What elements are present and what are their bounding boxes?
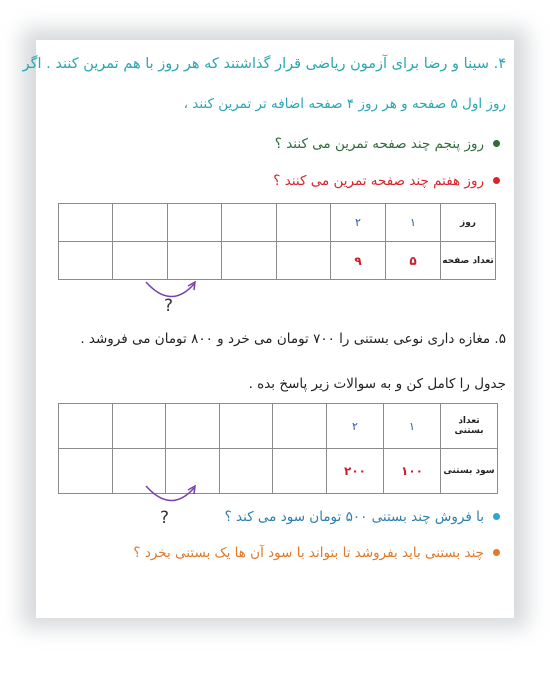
bullet-dot-icon (493, 177, 500, 184)
profit-cell-1: ۱۰۰ (384, 449, 441, 494)
question-5-line-2: جدول را کامل کن و به سوالات زیر پاسخ بده . (248, 376, 506, 392)
table-row (59, 204, 496, 242)
table-header-ice-cream-count (441, 404, 498, 449)
empty-cell[interactable] (219, 449, 273, 494)
question-mark-1: ? (164, 296, 174, 316)
question-5-line-1: ۵. مغازه داری نوعی بستنی را ۷۰۰ تومان می خرد و ۸۰۰ تومان می فروشد . (80, 331, 506, 347)
bullet-dot-icon (493, 140, 500, 147)
empty-cell[interactable] (219, 404, 273, 449)
bullet-dot-icon (493, 549, 500, 556)
empty-cell[interactable] (276, 242, 330, 280)
empty-cell[interactable] (113, 204, 167, 242)
empty-cell[interactable] (167, 242, 221, 280)
question-4-bullet-2 (44, 173, 500, 189)
empty-cell[interactable] (222, 204, 276, 242)
empty-cell[interactable] (59, 242, 113, 280)
count-cell-2: ۲ (327, 404, 384, 449)
empty-cell[interactable] (59, 404, 113, 449)
question-5-bullet-2 (44, 545, 500, 561)
empty-cell[interactable] (222, 242, 276, 280)
question-5-bullet-1 (44, 509, 500, 525)
day-cell-2: ۲ (331, 204, 386, 242)
empty-cell[interactable] (276, 204, 330, 242)
empty-cell[interactable] (113, 242, 167, 280)
empty-cell[interactable] (59, 449, 113, 494)
question-4-bullet-1-text: روز پنجم چند صفحه تمرین می کنند ؟ (274, 136, 484, 152)
empty-cell[interactable] (166, 404, 220, 449)
empty-cell[interactable] (112, 404, 166, 449)
question-mark-2: ? (160, 508, 170, 528)
day-cell-1: ۱ (386, 204, 441, 242)
table-header-day: روز (441, 204, 496, 242)
question-4-line-1: ۴. سینا و رضا برای آزمون ریاضی قرار گذاشتند که هر روز با هم تمرین کنند . اگر (22, 56, 506, 72)
table-row (59, 449, 498, 494)
profit-cell-2: ۲۰۰ (327, 449, 384, 494)
question-5-bullet-1-text: با فروش چند بستنی ۵۰۰ تومان سود می کند ؟ (224, 509, 484, 525)
empty-cell[interactable] (167, 204, 221, 242)
empty-cell[interactable] (273, 449, 327, 494)
header-line-2: بستنی (454, 426, 484, 436)
question-4-bullet-2-text: روز هفتم چند صفحه تمرین می کنند ؟ (273, 173, 484, 189)
table-row (59, 404, 498, 449)
pages-table (58, 203, 496, 280)
page-count-cell-2: ۹ (331, 242, 386, 280)
table-row (59, 242, 496, 280)
header-line-1: تعداد (458, 416, 480, 426)
table-header-profit: سود بستنی (441, 449, 498, 494)
question-4-bullet-1 (44, 136, 500, 152)
ice-cream-table (58, 403, 498, 494)
table-header-page-count: تعداد صفحه (441, 242, 496, 280)
question-4-line-2: روز اول ۵ صفحه و هر روز ۴ صفحه اضافه تر تمرین کنند ، (183, 96, 506, 112)
bullet-dot-icon (493, 513, 500, 520)
empty-cell[interactable] (273, 404, 327, 449)
count-cell-1: ۱ (384, 404, 441, 449)
question-5-bullet-2-text: چند بستنی باید بفروشد تا بتواند با سود آن ها یک بستنی بخرد ؟ (133, 545, 484, 561)
worksheet-page (22, 40, 514, 618)
page-count-cell-1: ۵ (386, 242, 441, 280)
empty-cell[interactable] (59, 204, 113, 242)
